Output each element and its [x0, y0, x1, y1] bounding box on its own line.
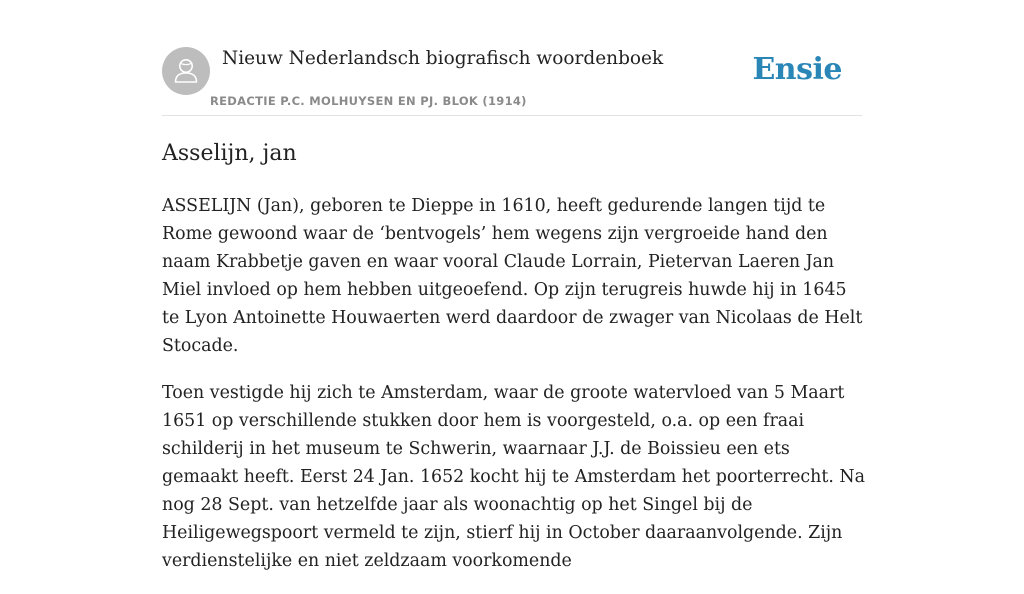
- header: [162, 47, 862, 116]
- user-avatar-icon: [162, 47, 210, 95]
- book-title[interactable]: Nieuw Nederlandsch biografisch woordenboek: [222, 48, 664, 69]
- brand-logo-link[interactable]: Ensie: [752, 52, 842, 87]
- article-paragraph: Toen vestigde hij zich te Amsterdam, waar de groote watervloed van 5 Maart 1651 op verschillende stukken door hem is voorgesteld, o.a. op een fraai schilderij in het museum te Schwerin, waarnaar J.J. de Boissieu een ets gemaakt heeft. Eerst 24 Jan. 1652 kocht hij te Amsterdam het poorterrecht. Na nog 28 Sept. van hetzelfde jaar als woonachtig op het Singel bij de Heiligewegspoort vermeld te zijn, stierf hij in October daaraanvolgende. Zijn verdienstelijke en niet zeldzaam voorkomende: [162, 383, 865, 571]
- article-title: Asselijn, jan: [162, 141, 297, 166]
- book-subtitle: REDACTIE P.C. MOLHUYSEN EN PJ. BLOK (1914): [210, 94, 527, 108]
- user-icon[interactable]: [162, 47, 210, 95]
- article-paragraph: ASSELIJN (Jan), geboren te Dieppe in 1610, heeft gedurende langen tijd te Rome gewoond waar de ‘bentvogels’ hem wegens zijn vergroeide hand den naam Krabbetje gaven en waar vooral Claude Lorrain, Pietervan Laeren Jan Miel invloed op hem hebben uitgeoefend. Op zijn terugreis huwde hij in 1645 te Lyon Antoinette Houwaerten werd daardoor de zwager van Nicolaas de Helt Stocade.: [162, 196, 863, 356]
- article-body: [162, 192, 866, 594]
